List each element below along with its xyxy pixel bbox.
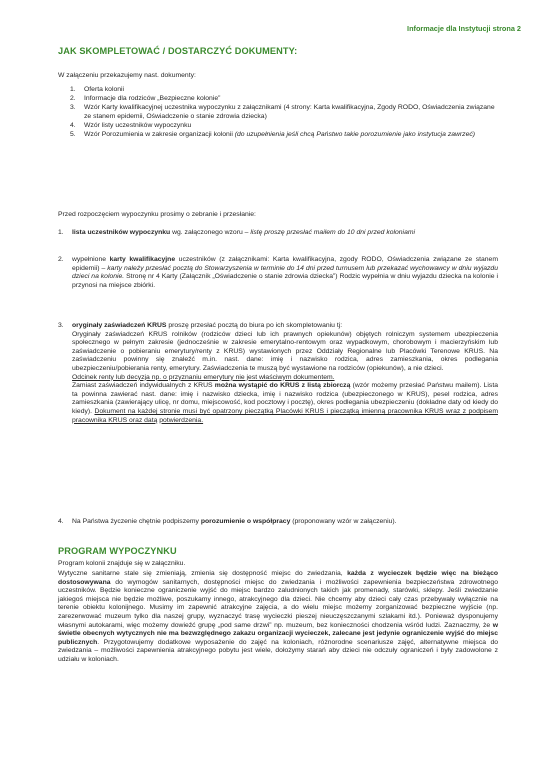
requirement-item: 2. wypełnione karty kwalifikacyjne uczestników (z załącznikami: Karta kwalifikacyjna, zgody RODO, Oświadczenia związane ze stanem epidemii) – karty należy przesłać pocztą do Stowarzyszenia w terminie do 14 dni przed turnusem lub przekazać wychowawcy w dniu wyjazdu dzieci na kolonie. Stronę nr 4 Karty (Załącznik „Oświadczenie o stanie zdrowia dziecka”) Rodzic wypełnia w dniu wyjazdu dziecka na kolonie i przynosi na miejsce zbiórki. [58, 256, 498, 289]
list-item: 1. Oferta kolonii [70, 86, 125, 93]
page-header: Informacje dla Instytucji strona 2 [407, 24, 521, 33]
requirement-item: 1. lista uczestników wypoczynku wg. załączonego wzoru – listę proszę przesłać mailem do 10 dni przed koloniami [58, 229, 416, 236]
krus-paragraph: Oryginały zaświadczeń KRUS rolników (rodziców dzieci lub ich prawnych opiekunów) objętych rolniczym systemem ubezpieczenia społecznego w pełnym zakresie (jednocześnie w zakresie emerytalno-rentowym oraz wypadkowym, chorobowym i macierzyńskim lub zaświadczenie o pobieraniu emerytury/renty z KRUS) wystawionych przez Oddziały Regionalne lub Placówki Terenowe KRUS. Na zaświadczeniu powinny się znaleźć m.in. nast. dane: imię i nazwisko rodzica, adres zamieszkania, okres podlegania ubezpieczeniu/pobierania renty, emerytury. Zaświadczenia te muszą być wystawione na rodziców (opiekunów), a nie dzieci. [72, 330, 498, 372]
krus-note: Odcinek renty lub decyzja np. o przyznaniu emerytury nie jest właściwym dokumentem. [72, 373, 335, 381]
list-item: 5. Wzór Porozumienia w zakresie organizacji kolonii (do uzupełnienia jeśli chcą Państwo takie porozumienie jako instytucja zawrzeć) [70, 130, 476, 138]
documents-intro: W załączeniu przekazujemy nast. dokumenty: [58, 72, 196, 79]
section-title-documents: JAK SKOMPLETOWAĆ / DOSTARCZYĆ DOKUMENTY: [58, 46, 298, 56]
collection-prompt: Przed rozpoczęciem wypoczynku prosimy o zebranie i przesłanie: [58, 211, 256, 218]
list-item: 3. Wzór Karty kwalifikacyjnej uczestnika wypoczynku z załącznikami (4 strony: Karta kwalifikacyjna, Zgody RODO, Oświadczenia związane ze stanem epidemii, Oświadczenie o stanie zdrowia dziecka) [70, 104, 495, 120]
program-subtitle: Program kolonii znajduje się w załączniku. [58, 560, 186, 567]
program-paragraph: Wytyczne sanitarne stale się zmieniają, zmienia się dostępność miejsc do zwiedzania, każda z wycieczek będzie więc na bieżąco dostosowywana do wymogów sanitarnych, dostępności miejsc do zwiedzania i możliwości zapewnienia bezpieczeństwa zdrowotnego uczestników. Będzie konieczne ograniczenie wyjść do miejsc bardzo zaludnionych takich jak promenady, starówki, sklepy. Jeśli zwiedzanie jakiegoś miejsca nie będzie możliwe, poszukamy innego, atrakcyjnego dla dzieci. Nie chcemy aby dzieci cały czas przebywały wyłącznie na terenie obiektu kolonijnego. Musimy im zapewnić atrakcyjne zajęcia, a do wielu miejsc możemy zorganizować bezpieczne wyjście (np. zarezerwować muzeum tylko dla naszej grupy, wyznaczyć trasę wycieczki pieszej nieuczęszczanymi szlakami itd.). Ponieważ dysponujemy własnymi autokarami, więc możemy dowieźć grupę „pod same drzwi” np. muzeum, bez konieczności chodzenia wśród ludzi. Zaznaczmy, że w świetle obecnych wytycznych nie ma bezwzględnego zakazu organizacji wycieczek, zalecane jest jedynie ograniczenie wyjść do miejsc publicznych. Przygotowujemy dodatkowe wyposażenie do zajęć na koloniach, różnorodne scenariusze zajęć, alternatywne miejsca do zwiedzania – możliwości zapewnienia atrakcyjnego pobytu jest wiele, dołożymy starań aby dzieci nie odczuły ograniczeń i były zadowolone z udziału w koloniach. [58, 570, 498, 663]
requirement-item: 3. oryginały zaświadczeń KRUS proszę przesłać pocztą do biura po ich skompletowaniu tj: Oryginały zaświadczeń KRUS rolników (rodziców dzieci lub ich prawnych opiekunów) objętych rolniczym systemem ubezpieczenia społecznego w pełnym zakresie (jednocześnie w zakresie emerytalno-rentowym oraz wypadkowym, chorobowym i macierzyńskim lub zaświadczenie o pobieraniu emerytury/renty z KRUS) wystawionych przez Oddziały Regionalne lub Placówki Terenowe KRUS. Na zaświadczeniu powinny się znaleźć m.in. nast. dane: imię i nazwisko rodzica, adres zamieszkania, okres podlegania ubezpieczeniu/pobierania renty, emerytury. Zaświadczenia te muszą być wystawione na rodziców (opiekunów), a nie dzieci. Odcinek renty lub decyzja np. o przyznaniu emerytury nie jest właściwym dokumentem. Zamiast zaświadczeń indywidualnych z KRUS można wystąpić do KRUS z listą zbiorczą (wzór możemy przesłać Państwu mailem). Lista ta powinna zawierać nast. dane: imię i nazwisko dziecka, imię i nazwisko rodzica (ubezpieczonego w KRUS), pesel rodzica, adres zamieszkania (zawierający ulicę, nr domu, miejscowość, kod pocztowy i pocztę), okres podlegania ubezpieczeniu (dokładne daty od kiedy do kiedy). Dokument na każdej stronie musi być opatrzony pieczątką Placówki KRUS i pieczątką imienną pracownika KRUS wraz z podpisem pracownika KRUS oraz datą potwierdzenia. [58, 322, 498, 424]
requirement-item: 4. Na Państwa życzenie chętnie podpiszemy porozumienie o współpracy (proponowany wzór w załączeniu). [58, 518, 397, 525]
documents-list [70, 86, 500, 140]
list-item: 4. Wzór listy uczestników wypoczynku [70, 121, 192, 129]
section-title-program: PROGRAM WYPOCZYNKU [58, 546, 177, 556]
list-item: 2. Informacje dla rodziców „Bezpieczne kolonie” [70, 95, 221, 103]
